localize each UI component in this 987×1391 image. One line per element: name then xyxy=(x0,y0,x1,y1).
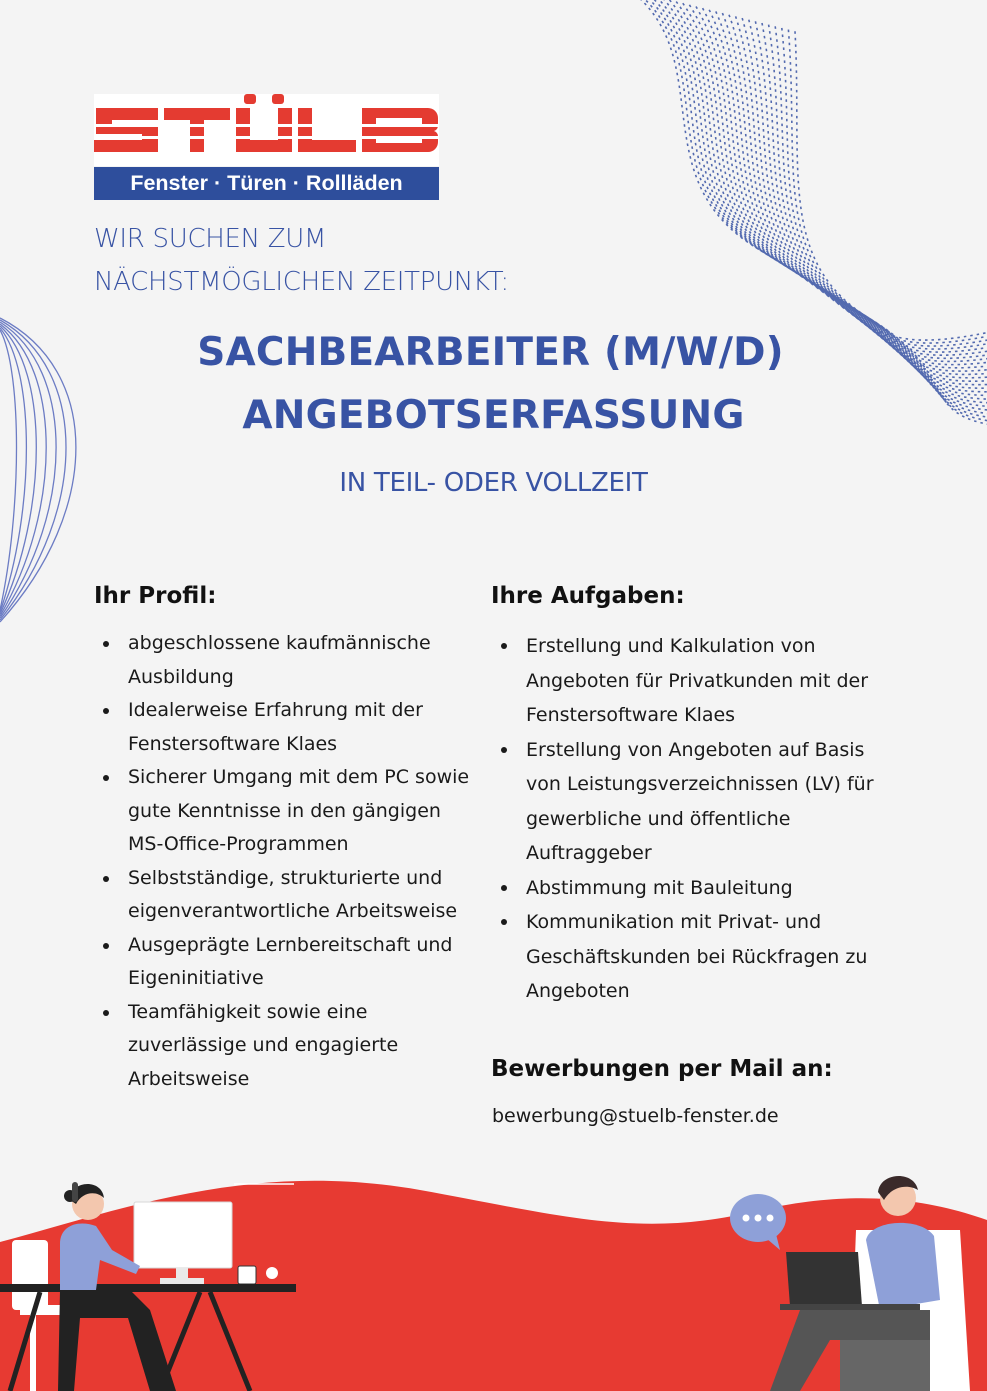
list-item: Kommunikation mit Privat- und Geschäftskunden bei Rückfragen zu Angeboten xyxy=(492,905,887,1009)
list-item: Sicherer Umgang mit dem PC sowie gute Kenntnisse in den gängigen MS-Office-Programmen xyxy=(94,761,474,862)
intro-line-1: WIR SUCHEN ZUM xyxy=(94,224,327,254)
logo-wordmark xyxy=(94,94,439,166)
intro-line-2: NÄCHSTMÖGLICHEN ZEITPUNKT: xyxy=(94,267,509,297)
dotted-wave-line xyxy=(656,0,987,352)
dotted-wave-line xyxy=(683,3,987,364)
dotted-wave-line xyxy=(637,0,987,343)
list-item: Abstimmung mit Bauleitung xyxy=(492,871,887,906)
logo-tagline: Fenster · Türen · Rollläden xyxy=(94,167,439,200)
dotted-wave-line xyxy=(650,0,987,349)
profile-list xyxy=(94,627,474,1096)
dotted-wave-line xyxy=(670,0,987,358)
list-item: Erstellung von Angeboten auf Basis von Leistungsverzeichnissen (LV) für gewerbliche und öffentliche Auftraggeber xyxy=(492,733,887,871)
dotted-wave-line xyxy=(696,7,987,372)
dotted-wave-line xyxy=(643,0,987,346)
job-title-line-1: SACHBEARBEITER (M/W/D) xyxy=(197,330,784,375)
list-item: abgeschlossene kaufmännische Ausbildung xyxy=(94,627,474,694)
bottom-wave-illustration xyxy=(0,1140,987,1391)
profile-section-title: Ihr Profil: xyxy=(94,583,217,609)
list-item: Selbstständige, strukturierte und eigenverantwortliche Arbeitsweise xyxy=(94,862,474,929)
employment-type: IN TEIL- ODER VOLLZEIT xyxy=(339,468,648,498)
dotted-wave-line xyxy=(676,2,987,362)
dotted-wave-line xyxy=(703,8,987,374)
application-email-link[interactable]: bewerbung@stuelb-fenster.de xyxy=(492,1105,779,1127)
application-title: Bewerbungen per Mail an: xyxy=(491,1056,833,1082)
tasks-section-title: Ihre Aufgaben: xyxy=(491,583,685,609)
dotted-wave-line xyxy=(722,13,987,385)
list-item: Idealerweise Erfahrung mit der Fenstersoftware Klaes xyxy=(94,694,474,761)
list-item: Erstellung und Kalkulation von Angeboten für Privatkunden mit der Fenstersoftware Klaes xyxy=(492,629,887,733)
dotted-wave-line xyxy=(709,10,987,378)
list-item: Teamfähigkeit sowie eine zuverlässige und engagierte Arbeitsweise xyxy=(94,996,474,1097)
list-item: Ausgeprägte Lernbereitschaft und Eigeninitiative xyxy=(94,929,474,996)
dotted-wave-line xyxy=(689,5,987,368)
dotted-wave-line xyxy=(716,11,987,381)
job-title-line-2: ANGEBOTSERFASSUNG xyxy=(242,393,745,438)
tasks-list xyxy=(492,629,887,1009)
company-logo xyxy=(94,94,439,200)
